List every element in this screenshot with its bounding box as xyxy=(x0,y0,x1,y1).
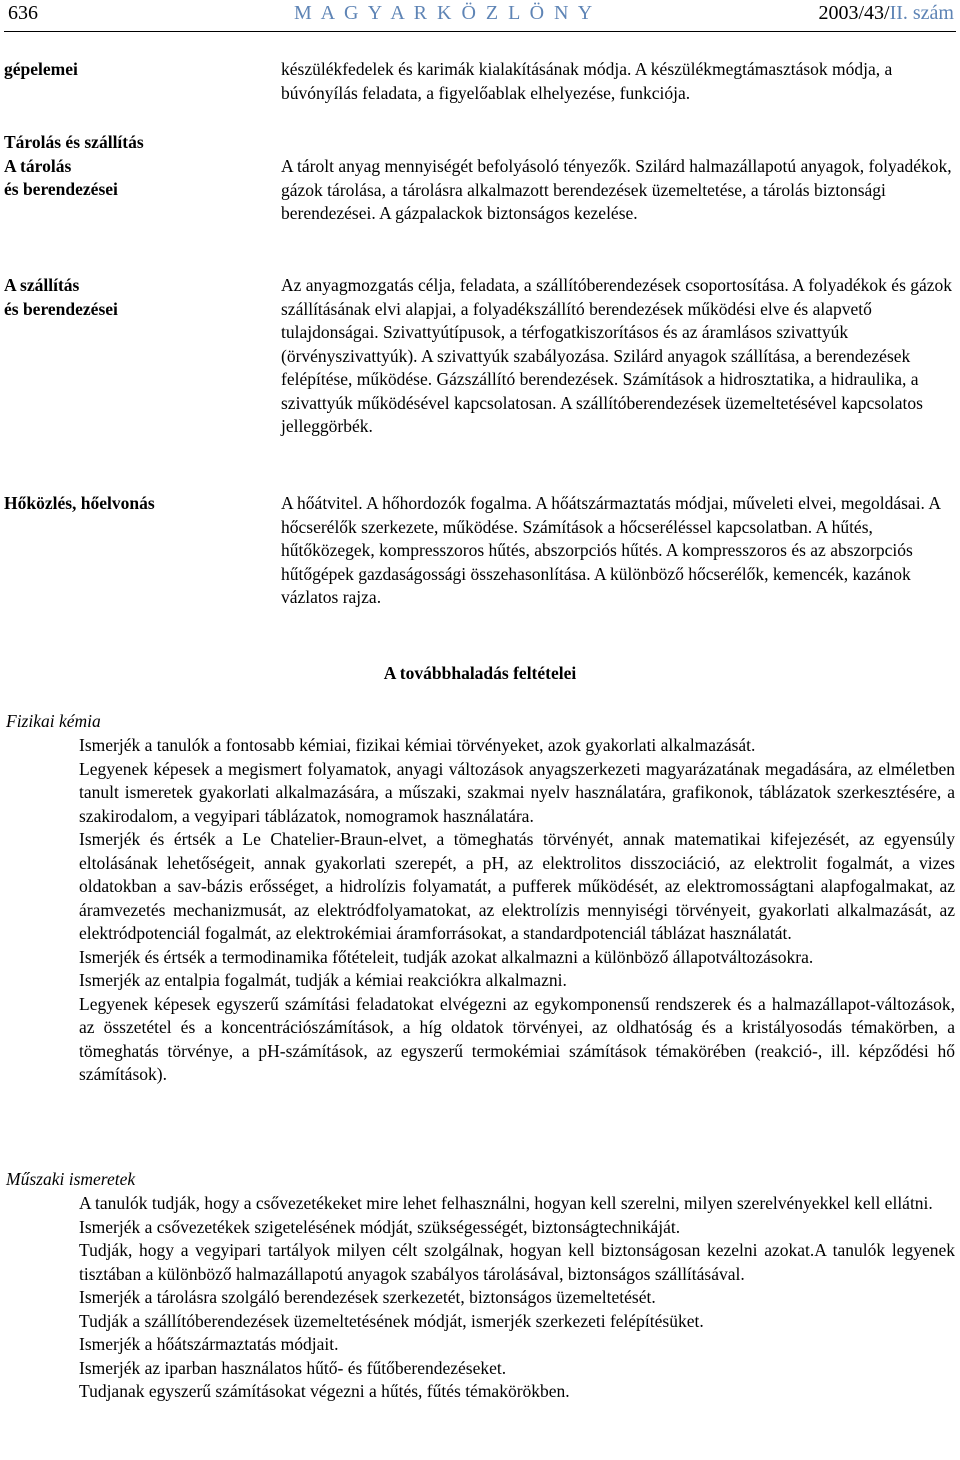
subject-heading: Fizikai kémia xyxy=(6,711,101,731)
header-rule xyxy=(4,31,956,32)
topic-heading-line: Hőközlés, hőelvonás xyxy=(4,493,155,513)
journal-title: M A G Y A R K Ö Z L Ö N Y xyxy=(294,2,595,24)
issue-year: 2003/43/ xyxy=(818,2,890,24)
topic-description: készülékfedelek és karimák kialakításának módja. A készülékmegtámasztások módja, a búvónyílás feladata, a figyelőablak elhelyezése, funkciója. xyxy=(281,59,893,103)
topic-heading xyxy=(4,131,144,202)
requirement-paragraph: A tanulók tudják, hogy a csővezetékeket mire lehet felhasználni, hogyan kell szerelni, milyen szerelvényekkel kell ellátni. xyxy=(79,1193,933,1213)
topic-heading-line: A szállítás xyxy=(4,275,80,295)
requirement-paragraph: Ismerjék a tanulók a fontosabb kémiai, fizikai kémiai törvényeket, azok gyakorlati alkalmazását. xyxy=(79,735,756,755)
page-header xyxy=(8,2,954,30)
topic-description: A tárolt anyag mennyiségét befolyásoló tényezők. Szilárd halmazállapotú anyagok, folyadékok, gázok tárolása, a tárolásra alkalmazott berendezések üzemeltetése, a tárolás biztonsági berendezései. A gázpalackok biztonságos kezelése. xyxy=(281,156,952,223)
requirement-paragraph: Ismerjék és értsék a termodinamika főtételeit, tudják azokat alkalmazni a különböző állapotváltozásokra. xyxy=(79,946,814,967)
issue-suffix: II. szám xyxy=(889,2,954,24)
topic-heading-line: A tárolás xyxy=(4,155,72,176)
topic-heading-line: Tárolás és szállítás xyxy=(4,132,144,152)
topic-heading-line: gépelemei xyxy=(4,59,78,79)
topic-heading xyxy=(4,274,118,321)
requirement-paragraph: Ismerjék és értsék a Le Chatelier-Braun-elvet, a tömeghatás törvényét, annak matematikai kifejezését, az egyensúly eltolásának lehetőségeit, annak gyakorlati szerepét, a pH, az elektrolitos disszociáció, az elektrolit fogalmát, a vizes oldatokban a sav-bázis erősséget, a hidrolízis folyamatát, a pufferek működését, az elektromosságtani alapfogalmakat, az áramvezetés mechanizmusát, az elektródfolyamatokat, az elektrolízis mennyiségi törvényeit, gyakorlati alkalmazását, az elektródpotenciál fogalmát, az elektrokémiai áramforrásokat, a standardpotenciál táblázat használatát. xyxy=(79,829,955,943)
requirement-paragraph: Ismerjék az entalpia fogalmát, tudják a kémiai reakciókra alkalmazni. xyxy=(79,970,567,990)
section-title: A továbbhaladás feltételei xyxy=(383,663,577,683)
topic-heading xyxy=(4,58,78,82)
topic-heading-line: és berendezései xyxy=(4,179,118,199)
requirement-paragraph: Tudják a szállítóberendezések üzemeltetésének módját, ismerjék szerkezeti felépítésüket. xyxy=(79,1310,704,1331)
requirement-paragraph: Legyenek képesek egyszerű számítási feladatokat elvégezni az egykomponensű rendszerek és a halmazállapot-változások, az összetétel és a koncentrációszámítások, a híg oldatok törvényei, az oldhatóság és a kristályosodás témakörben, a tömeghatás törvénye, a pH-számítások, az egyszerű termokémiai számítások témakörében (reakció-, ill. képződési hő számítások). xyxy=(79,993,955,1084)
topic-heading-line: és berendezései xyxy=(4,298,118,319)
requirement-paragraph: Tudjanak egyszerű számításokat végezni a hűtés, fűtés témakörökben. xyxy=(79,1381,570,1401)
requirement-list xyxy=(79,734,955,1087)
requirement-paragraph: Ismerjék a tárolásra szolgáló berendezések szerkezetét, biztonságos üzemeltetését. xyxy=(79,1287,656,1307)
topic-description: A hőátvitel. A hőhordozók fogalma. A hőátszármaztatás módjai, műveleti elvei, megoldásai. A hőcserélők szerkezete, működése. Számítások a hőcseréléssel kapcsolatban. A hűtés, hűtőközegek, kompresszoros hűtés, abszorpciós hűtés. A kompresszoros és az abszorpciós hűtőgépek gazdaságossági összehasonlítása. A különböző hőcserélők, kemencék, kazánok vázlatos rajza. xyxy=(281,493,941,607)
topic-heading xyxy=(4,492,155,516)
requirement-paragraph: Ismerjék az iparban használatos hűtő- és fűtőberendezéseket. xyxy=(79,1357,507,1378)
topic-description: Az anyagmozgatás célja, feladata, a szállítóberendezések csoportosítása. A folyadékok és gázok szállításának elvi alapjai, a folyadékszállító berendezések működési elve és alapvető tulajdonságai. Szivattyútípusok, a térfogatkiszorításos és az áramlásos szivattyúk (örvényszivattyúk). A szivattyúk szabályozása. Szilárd anyagok szállítása, a berendezések felépítése, működése. Gázszállító berendezések. Számítások a hidrosztatika, a hidraulika, a szivattyúk működésével kapcsolatosan. A szállítóberendezések üzemeltetésével kapcsolatos jelleggörbék. xyxy=(281,275,953,436)
requirement-paragraph: Ismerjék a csővezetékek szigetelésének módját, szükségességét, biztonságtechnikáját. xyxy=(79,1216,681,1237)
requirement-paragraph: Legyenek képesek a megismert folyamatok, anyagi változások anyagszerkezeti magyarázatának megadására, az elméletben tanult ismeretek gyakorlati alkalmazására, a műszaki, szakmai nyelv használatára, grafikonok, táblázatok szerkesztésére, a szakirodalom, a vegyipari táblázatok, nomogramok használatára. xyxy=(79,758,955,826)
issue-label xyxy=(818,2,954,25)
subject-heading: Műszaki ismeretek xyxy=(6,1169,136,1189)
requirement-paragraph: Ismerjék a hőátszármaztatás módjait. xyxy=(79,1334,339,1354)
page-number: 636 xyxy=(8,2,38,24)
requirement-paragraph: Tudják, hogy a vegyipari tartályok milyen célt szolgálnak, hogyan kell biztonságosan kezelni azokat.A tanulók legyenek tisztában a különböző halmazállapotú anyagok szabályos tárolásával, biztonságos szállításával. xyxy=(79,1240,955,1284)
requirement-list xyxy=(79,1192,955,1404)
